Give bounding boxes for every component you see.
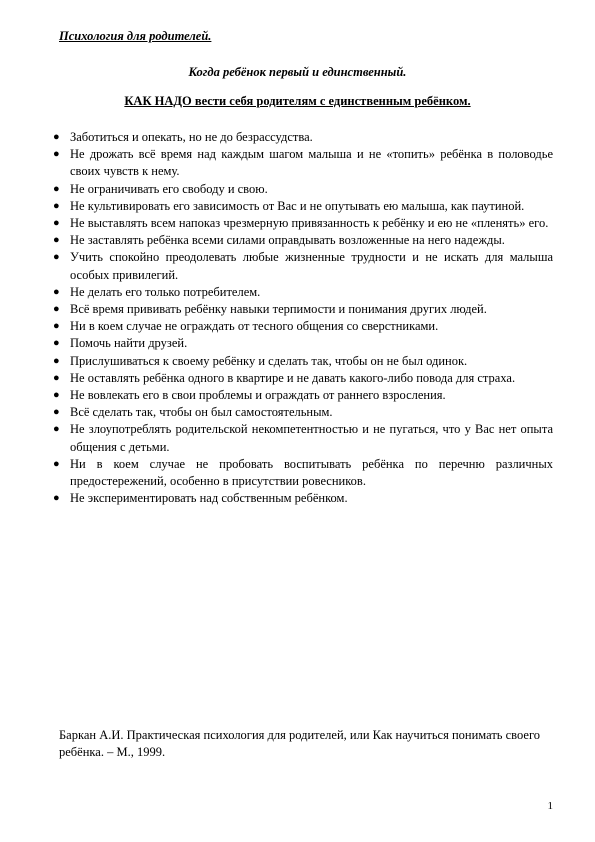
tip-text: Не злоупотреблять родительской некомпетентностью и не пугаться, что у Вас нет опыта общения с детьми. xyxy=(70,422,553,454)
tip-text: Не выставлять всем напоказ чрезмерную привязанность к ребёнку и ею не «пленять» его. xyxy=(70,216,549,231)
tip-text: Не культивировать его зависимость от Вас и не опутывать ею малыша, как паутиной. xyxy=(70,198,525,213)
bullet-icon: ● xyxy=(53,406,60,419)
tip-item xyxy=(53,301,553,318)
tip-text: Ни в коем случае не ограждать от тесного общения со сверстниками. xyxy=(70,319,439,334)
tip-text: Не оставлять ребёнка одного в квартире и не давать какого-либо повода для страха. xyxy=(70,370,516,385)
tip-text: Учить спокойно преодолевать любые жизненные трудности и не искать для малыша особых привилегий. xyxy=(70,250,553,282)
tip-text: Не заставлять ребёнка всеми силами оправдывать возложенные на него надежды. xyxy=(70,233,505,248)
tip-item xyxy=(53,215,553,232)
tip-item xyxy=(53,421,553,455)
section-heading: Психология для родителей. xyxy=(59,29,212,43)
tip-item xyxy=(53,181,553,198)
tip-text: Ни в коем случае не пробовать воспитывать ребёнка по перечню различных предостережений, особенно в присутствии ровесников. xyxy=(70,456,553,489)
tip-text: Не делать его только потребителем. xyxy=(70,284,261,299)
bullet-icon: ● xyxy=(53,182,60,195)
tip-text: Не вовлекать его в свои проблемы и ограждать от раннего взросления. xyxy=(70,388,446,403)
tip-item xyxy=(53,387,553,404)
tip-item xyxy=(53,335,553,352)
tip-text: Всё время прививать ребёнку навыки терпимости и понимания других людей. xyxy=(70,302,487,317)
bullet-icon: ● xyxy=(53,217,60,230)
bullet-icon: ● xyxy=(53,354,60,367)
tip-text: Прислушиваться к своему ребёнку и сделать так, чтобы он не был одинок. xyxy=(70,353,468,368)
tip-item xyxy=(53,232,553,249)
tip-item xyxy=(53,146,553,180)
tip-text: Всё сделать так, чтобы он был самостоятельным. xyxy=(70,405,333,420)
tip-text: Заботиться и опекать, но не до безрассудства. xyxy=(70,130,313,144)
tip-item xyxy=(53,404,553,421)
citation: Баркан А.И. Практическая психология для родителей, или Как научиться понимать своего ребёнка. – М., 1999. xyxy=(59,728,541,760)
bullet-icon: ● xyxy=(53,337,60,350)
bullet-icon: ● xyxy=(53,131,60,143)
bullet-icon: ● xyxy=(53,389,60,402)
tip-item xyxy=(53,249,553,283)
bullet-icon: ● xyxy=(53,423,60,436)
bullet-icon: ● xyxy=(53,285,60,298)
tip-item xyxy=(53,284,553,301)
tip-item xyxy=(53,318,553,335)
tip-text: Не дрожать всё время над каждым шагом малыша и не «топить» ребёнка в половодье своих чувств к нему. xyxy=(70,147,553,179)
document-title: КАК НАДО вести себя родителям с единственным ребёнком. xyxy=(124,94,471,108)
tips-list xyxy=(53,129,553,507)
bullet-icon: ● xyxy=(53,199,60,212)
tip-text: Не экспериментировать над собственным ребёнком. xyxy=(70,491,348,506)
tip-item xyxy=(53,129,553,146)
bullet-icon: ● xyxy=(53,457,60,470)
bullet-icon: ● xyxy=(53,303,60,316)
tip-text: Не ограничивать его свободу и свою. xyxy=(70,181,268,196)
bullet-icon: ● xyxy=(53,251,60,264)
tip-item xyxy=(53,353,553,370)
bullet-icon: ● xyxy=(53,492,60,505)
bullet-icon: ● xyxy=(53,234,60,247)
bullet-icon: ● xyxy=(53,320,60,333)
bullet-icon: ● xyxy=(53,148,60,161)
tip-item xyxy=(53,198,553,215)
bullet-icon: ● xyxy=(53,371,60,384)
tip-text: Помочь найти друзей. xyxy=(70,336,188,351)
page-number: 1 xyxy=(547,800,553,812)
document-subtitle: Когда ребёнок первый и единственный. xyxy=(188,65,407,79)
tip-item xyxy=(53,490,553,507)
tip-item xyxy=(53,456,553,490)
tip-item xyxy=(53,370,553,387)
